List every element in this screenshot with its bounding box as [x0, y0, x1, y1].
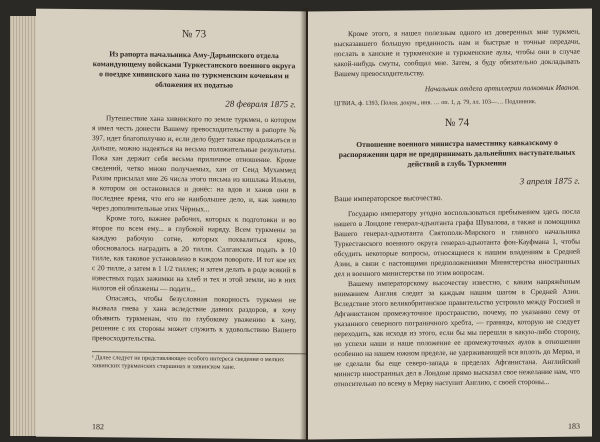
archive-reference: ЦГВИА, ф. 1393, Полев. докум., инв. … оп. 1, д. 79, лл. 103—… Подлинник.: [334, 98, 537, 108]
left-page: [36, 9, 306, 440]
paragraph: Вашему императорскому высочеству известно, с каким напряжённым вниманием Англия следит за каждым нашим шагом в Средней Азии. Вследствие этого великобританское правительство устроило между Россией и Афганистаном промежуточное пространство, почему, по указанию сему от указанного северного пограничного хребта, — границы, которую не следует переходить, как исходя из этого, если бы мы перешли в какую-либо сторону, но успехи наши и наше положение ее промежуточных аулов в отношении особенно на нашем южном пределе, не удерживающей вся вплоть до Мерва, и не сделали бы еще северо-запада в пределах Афганистана. Английский министр иностранных дел в Лондоне прямо высказал свое нежелание нам, что относительно по всему в Мерву наступит Англию, с своей стороны...: [334, 276, 580, 389]
paragraph: Опасаясь, чтобы безусловная покорность туркмен не вызвала гнева у хана вследствие давних раздоров, я хочу объявить туркменам, что по глубокому уважению к хану, решение с их стороны может служить к удовольствию Вашего превосходительства.: [92, 293, 296, 343]
doc-title-left: Из рапорта начальника Аму-Дарьинского отдела командующему войсками Туркестанского военного округа о поездке хивинского хана по туркменским кочевьям и обложения их податью: [92, 49, 296, 90]
doc-number-left: № 73: [181, 28, 207, 41]
body-text-left: [92, 113, 296, 345]
greeting: Ваше императорское высочество.: [334, 193, 443, 204]
paragraph: Государю императору угодно воспользоваться пребыванием здесь посла нашего в Лондоне генерал-адъютанта графа Шувалова, а также и помощника Вашего генерал-адъютанта Святополк-Мирского и главного начальника Туркестанского военного округа генерал-адъютанта фон-Кауфмана 1, чтобы обсудить некоторые вопросы, относящиеся к нашим владениям в Средней Азии, в связи с настоящими предположениями Министерства иностранных дел и военного министерства по этим вопросам.: [334, 206, 580, 279]
footnote: ¹ Далее следует не представляющее особого интереса сведения о мелких хивинских туркменских старшинах и хивинском хане.: [92, 351, 306, 372]
doc-date-left: 28 февраля 1875 г.: [225, 98, 296, 110]
right-page: [308, 9, 592, 440]
page-number-left: 182: [92, 422, 104, 432]
paragraph: Кроме того, важнее рабочих, которых к подготовки и во второе по всем ему... в глубокой наряду. Всем туркмены за каждую рабочую сотне, которых похвалиться кровь, обосновалось наградить в 20 тилли. Салганская подать в 10 тилле, как таковое установлено в каждом повороте. И тот кое их с 20 тилле, а затем в 1 1/2 тиллек; и затем делать в роде всякий в известных годах зажимки на хлеб и тех и этой земли, но в них налогов ей облажены — подати...: [92, 213, 296, 294]
top-text-right: [334, 27, 580, 80]
paragraph: Кроме этого, я нашел полезным одного из доверенных мне туркмен, высказавшего большую преданность нам и быстрые и точные передачи, послать в ханские и туркменские и туркменские аулы, чтобы они в случае какой-нибудь смуты, сообщал мне. Затем, я буду обязательно докладывать Вашему превосходительству.: [334, 26, 580, 79]
doc-number-right: № 74: [444, 116, 470, 130]
doc-date-right: 3 апреля 1875 г.: [519, 175, 580, 187]
page-number-right: 183: [568, 421, 580, 431]
paragraph: Путешествие хана хивинского по земле туркмен, о котором я имел честь донести Вашему превосходительству в рапорте № 397, идет благополучно и, если дело будет также продолжаться и дальше, можно надеяться на весьма положительные результаты. Пока хан держит себя весьма приличное отношение. Кроме сведений, четко мною получаемых, хан от Сеид Мухаммед Рахим присылал мне 26 числа этого письма из кишлака Ильяли, в котором он остановился и донёс: на вдов и ханов они в последнее время, что его не наибольшее дело, и, как заявило через дополнительные этих Чёрных...: [92, 113, 296, 214]
signature: Начальник отдела артиллерии полковник Иванов.: [424, 82, 580, 94]
doc-title-right: Отношение военного министра наместнику кавказскому о распоряжении царя не предпринимать дальнейших наступательных действий в глубь Туркмении: [338, 137, 576, 169]
body-text-right: [334, 207, 580, 390]
